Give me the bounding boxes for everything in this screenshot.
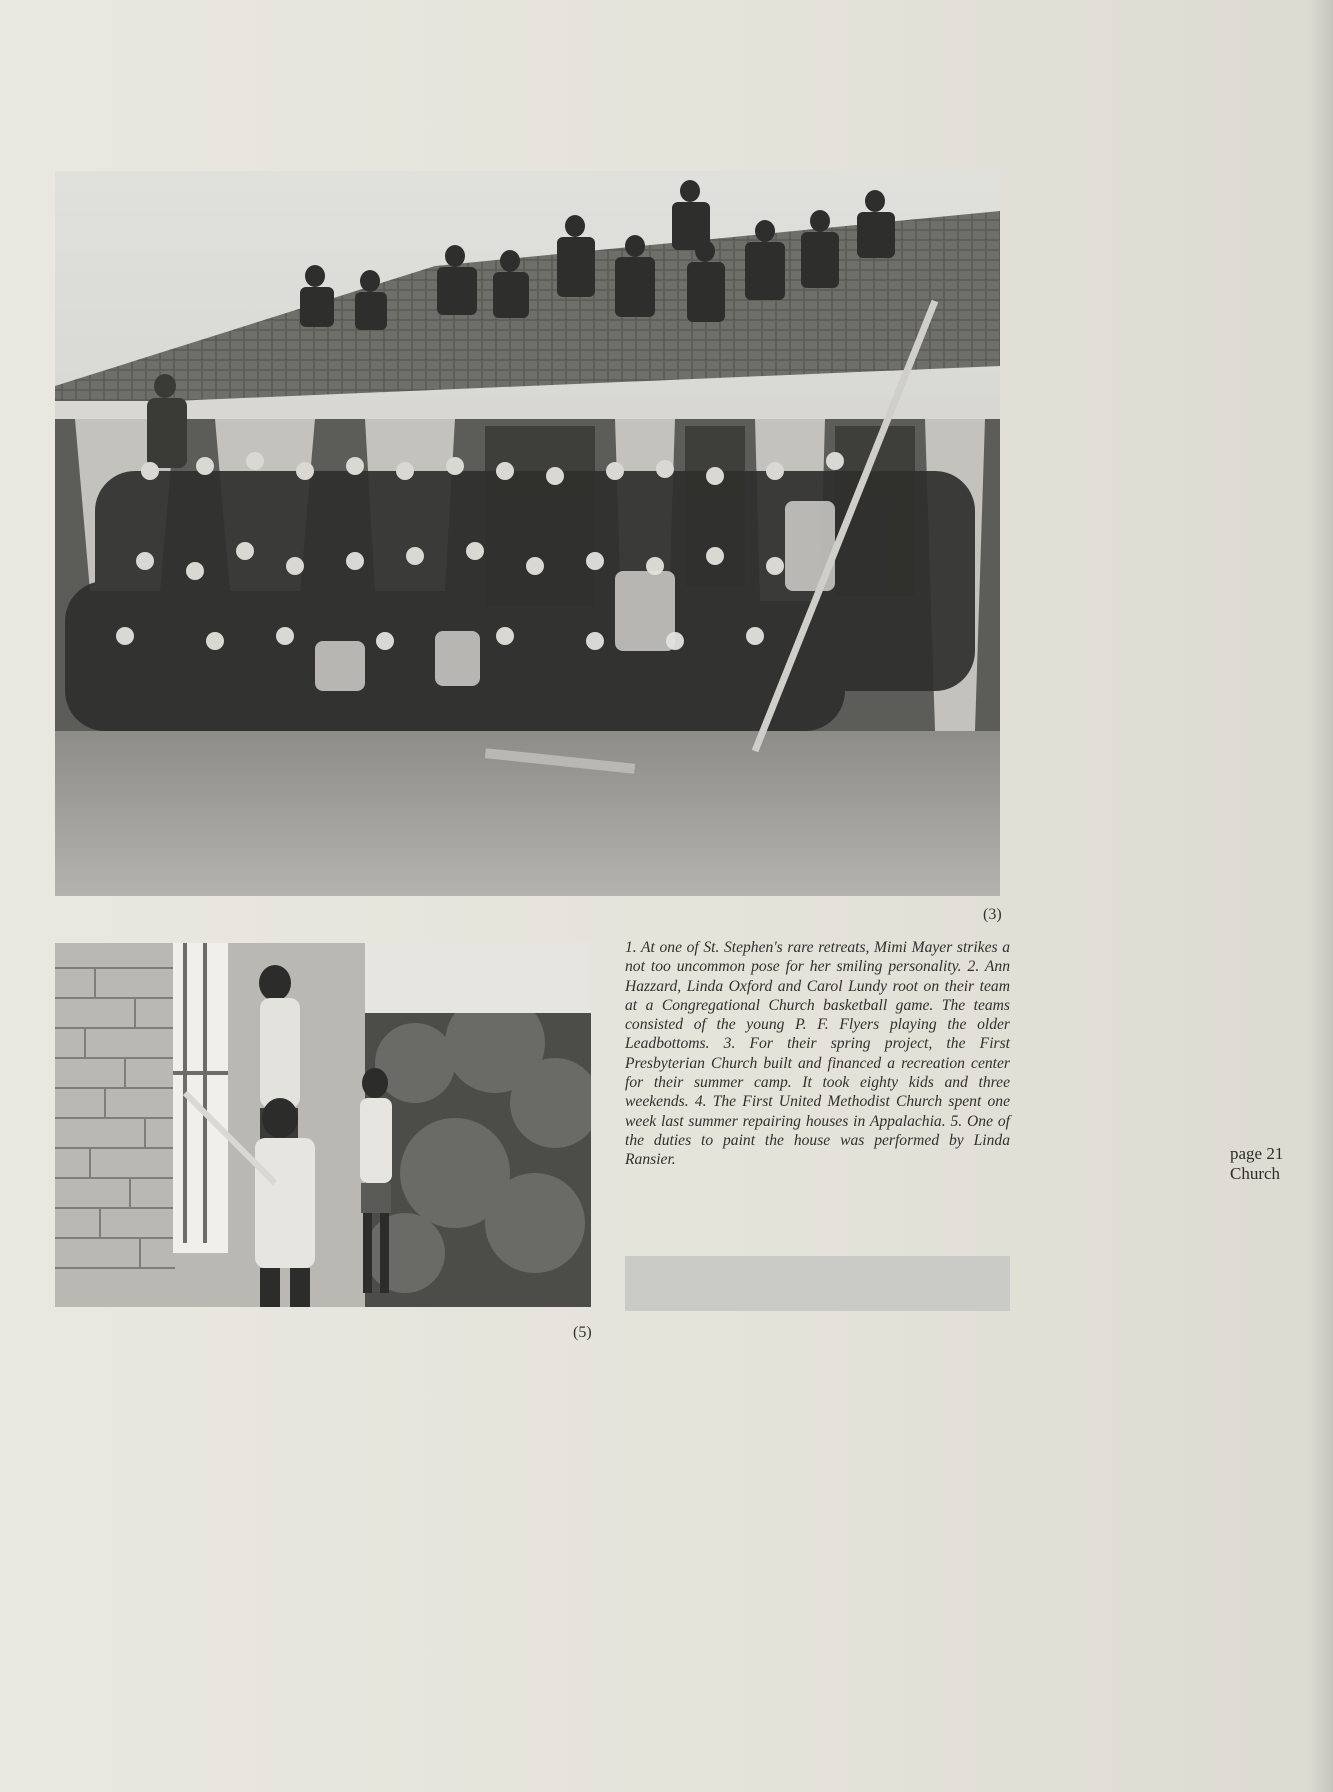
page-folio	[1230, 1144, 1283, 1184]
section-name: Church	[1230, 1164, 1281, 1183]
group-photo-recreation-center	[55, 171, 1000, 896]
photo-captions: 1. At one of St. Stephen's rare retreats, Mimi Mayer strikes a not too uncommon pose for her smiling personality. 2. Ann Hazzard, Linda Oxford and Carol Lundy root on their team at a Congregational Church basketball game. The teams consisted of the young P. F. Flyers playing the older Leadbottoms. 3. For their spring project, the First Presbyterian Church built and financed a recreation center for their summer camp. It took eighty kids and three weekends. 4. The First United Methodist Church spent one week last summer repairing houses in Appalachia. 5. One of the duties to paint the house was performed by Linda Ransier.	[625, 939, 1010, 1169]
house-painting-photo	[55, 943, 591, 1307]
page-edge-shadow	[1309, 0, 1333, 1792]
grey-placeholder-box	[625, 1256, 1010, 1311]
page-number: page 21	[1230, 1144, 1284, 1163]
photo-5-label: (5)	[573, 1324, 592, 1341]
photo-3-label: (3)	[983, 906, 1002, 923]
